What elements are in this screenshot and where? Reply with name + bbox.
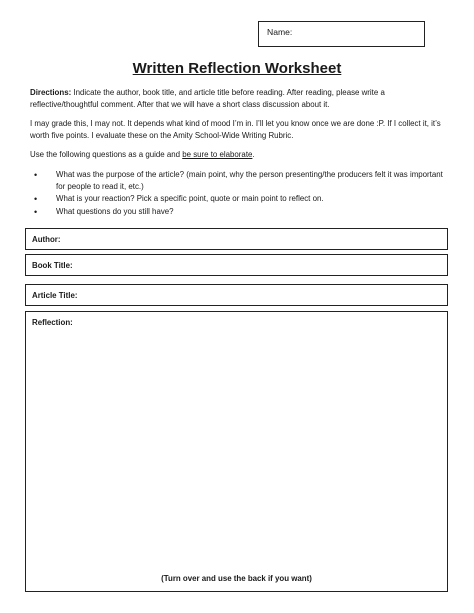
name-label: Name: — [267, 27, 293, 37]
directions-text: Indicate the author, book title, and article title before reading. After reading, please write a reflective/thoughtful comment. After that we will have a short class discussion about it. — [30, 88, 385, 110]
directions-label: Directions: — [30, 88, 72, 97]
directions-paragraph — [30, 87, 450, 111]
grading-paragraph: I may grade this, I may not. It depends what kind of mood I’m in. I’ll let you know once we are done :P. If I collect it, it’s worth five points. I evaluate these on the Amity School-Wide Writing Rubric. — [30, 119, 441, 141]
reflection-label: Reflection: — [32, 318, 73, 327]
guide-emphasis: be sure to elaborate — [182, 150, 253, 159]
book-title-field[interactable] — [25, 254, 448, 276]
worksheet-title: Written Reflection Worksheet — [132, 60, 342, 77]
question-list — [30, 169, 445, 218]
guide-prefix: Use the following questions as a guide and — [30, 150, 183, 159]
author-field[interactable] — [25, 228, 448, 250]
guide-suffix: . — [252, 150, 255, 159]
article-title-field[interactable] — [25, 284, 448, 306]
question-item: • What was the purpose of the article? (main point, why the person presenting/the producers felt it was important for people to read it, etc.) — [30, 169, 445, 193]
book-title-label: Book Title: — [32, 261, 73, 270]
article-title-label: Article Title: — [32, 291, 78, 300]
author-label: Author: — [32, 235, 61, 244]
reflection-field[interactable] — [25, 311, 448, 592]
name-field[interactable] — [258, 21, 425, 47]
guide-paragraph — [30, 149, 450, 161]
reflection-footer-note: (Turn over and use the back if you want) — [161, 574, 312, 583]
question-item: • What is your reaction? Pick a specific point, quote or main point to reflect on. — [30, 193, 445, 205]
question-item: • What questions do you still have? — [30, 206, 445, 218]
